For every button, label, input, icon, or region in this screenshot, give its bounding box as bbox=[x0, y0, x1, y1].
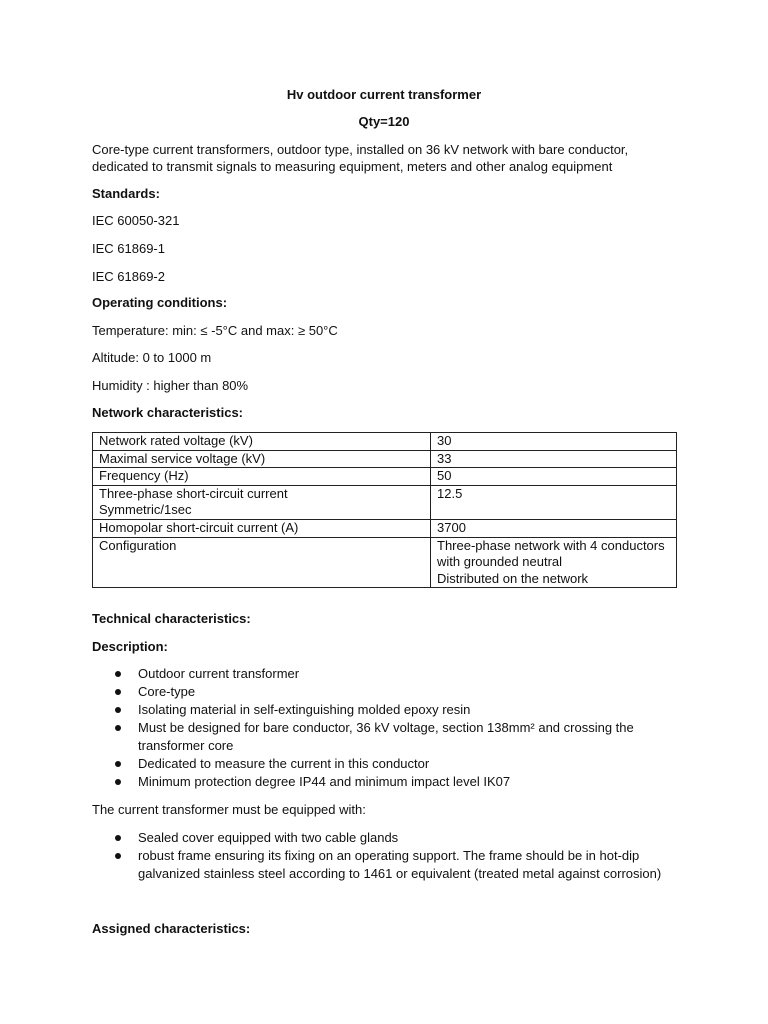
network-characteristics-heading: Network characteristics: bbox=[92, 405, 244, 420]
intro-paragraph-line-1: Core-type current transformers, outdoor type, installed on 36 kV network with bare conductor, bbox=[92, 142, 629, 157]
operating-condition-temperature: Temperature: min: ≤ -5°C and max: ≥ 50°C bbox=[92, 323, 338, 338]
table-cell-param: Frequency (Hz) bbox=[93, 468, 431, 486]
table-cell-value: 12.5 bbox=[431, 485, 677, 519]
table-cell-param: Configuration bbox=[93, 537, 431, 588]
table-row bbox=[93, 537, 677, 588]
list-item: Isolating material in self-extinguishing molded epoxy resin bbox=[92, 701, 662, 719]
list-item: Minimum protection degree IP44 and minimum impact level IK07 bbox=[92, 773, 662, 791]
operating-conditions-heading: Operating conditions: bbox=[92, 295, 228, 310]
table-cell-param bbox=[93, 485, 431, 519]
list-item: robust frame ensuring its fixing on an operating support. The frame should be in hot-dip bbox=[92, 847, 662, 865]
table-cell-value bbox=[431, 537, 677, 588]
standard-item: IEC 60050-321 bbox=[92, 213, 180, 228]
bullet-icon bbox=[115, 853, 121, 859]
table-cell-value: 30 bbox=[431, 433, 677, 451]
bullet-icon bbox=[115, 779, 121, 785]
table-cell-value: 33 bbox=[431, 450, 677, 468]
list-item: Core-type bbox=[92, 683, 662, 701]
quantity-line: Qty=120 bbox=[358, 114, 410, 129]
table-cell-param: Maximal service voltage (kV) bbox=[93, 450, 431, 468]
list-item: Must be designed for bare conductor, 36 kV voltage, section 138mm² and crossing the bbox=[92, 719, 662, 737]
list-item: Dedicated to measure the current in this conductor bbox=[92, 755, 662, 773]
bullet-icon bbox=[115, 761, 121, 767]
document-title: Hv outdoor current transformer bbox=[286, 87, 482, 102]
standard-item: IEC 61869-2 bbox=[92, 269, 165, 284]
table-cell-value-line: Distributed on the network bbox=[437, 570, 589, 586]
table-row bbox=[93, 433, 677, 451]
table-row bbox=[93, 485, 677, 519]
table-row bbox=[93, 468, 677, 486]
list-item-continuation: galvanized stainless steel according to 1461 or equivalent (treated metal against corrosion) bbox=[138, 866, 662, 881]
bullet-icon bbox=[115, 725, 121, 731]
technical-characteristics-heading: Technical characteristics: bbox=[92, 611, 251, 626]
table-cell-param: Network rated voltage (kV) bbox=[93, 433, 431, 451]
bullet-icon bbox=[115, 835, 121, 841]
table-cell-value: 50 bbox=[431, 468, 677, 486]
table-row bbox=[93, 519, 677, 537]
operating-condition-humidity: Humidity : higher than 80% bbox=[92, 378, 249, 393]
standard-item: IEC 61869-1 bbox=[92, 241, 165, 256]
description-heading: Description: bbox=[92, 639, 168, 654]
bullet-icon bbox=[115, 671, 121, 677]
list-item-continuation: transformer core bbox=[138, 738, 234, 753]
list-item: Outdoor current transformer bbox=[92, 665, 662, 683]
standards-heading: Standards: bbox=[92, 186, 160, 201]
equipment-list bbox=[92, 829, 662, 883]
bullet-icon bbox=[115, 707, 121, 713]
table-cell-param-line: Symmetric/1sec bbox=[99, 502, 192, 518]
table-cell-param-line: Three-phase short-circuit current bbox=[99, 485, 288, 501]
operating-condition-altitude: Altitude: 0 to 1000 m bbox=[92, 350, 212, 365]
bullet-icon bbox=[115, 689, 121, 695]
intro-paragraph-line-2: dedicated to transmit signals to measuring equipment, meters and other analog equipment bbox=[92, 159, 613, 174]
table-cell-value-line: Three-phase network with 4 conductors bbox=[437, 537, 665, 553]
table-row bbox=[93, 450, 677, 468]
table-cell-param: Homopolar short-circuit current (A) bbox=[93, 519, 431, 537]
assigned-characteristics-heading: Assigned characteristics: bbox=[92, 921, 251, 936]
equipped-intro: The current transformer must be equipped with: bbox=[92, 802, 366, 817]
description-list bbox=[92, 665, 662, 791]
table-cell-value-line: with grounded neutral bbox=[437, 554, 563, 570]
list-item: Sealed cover equipped with two cable glands bbox=[92, 829, 662, 847]
table-cell-value: 3700 bbox=[431, 519, 677, 537]
network-characteristics-table bbox=[92, 432, 677, 588]
